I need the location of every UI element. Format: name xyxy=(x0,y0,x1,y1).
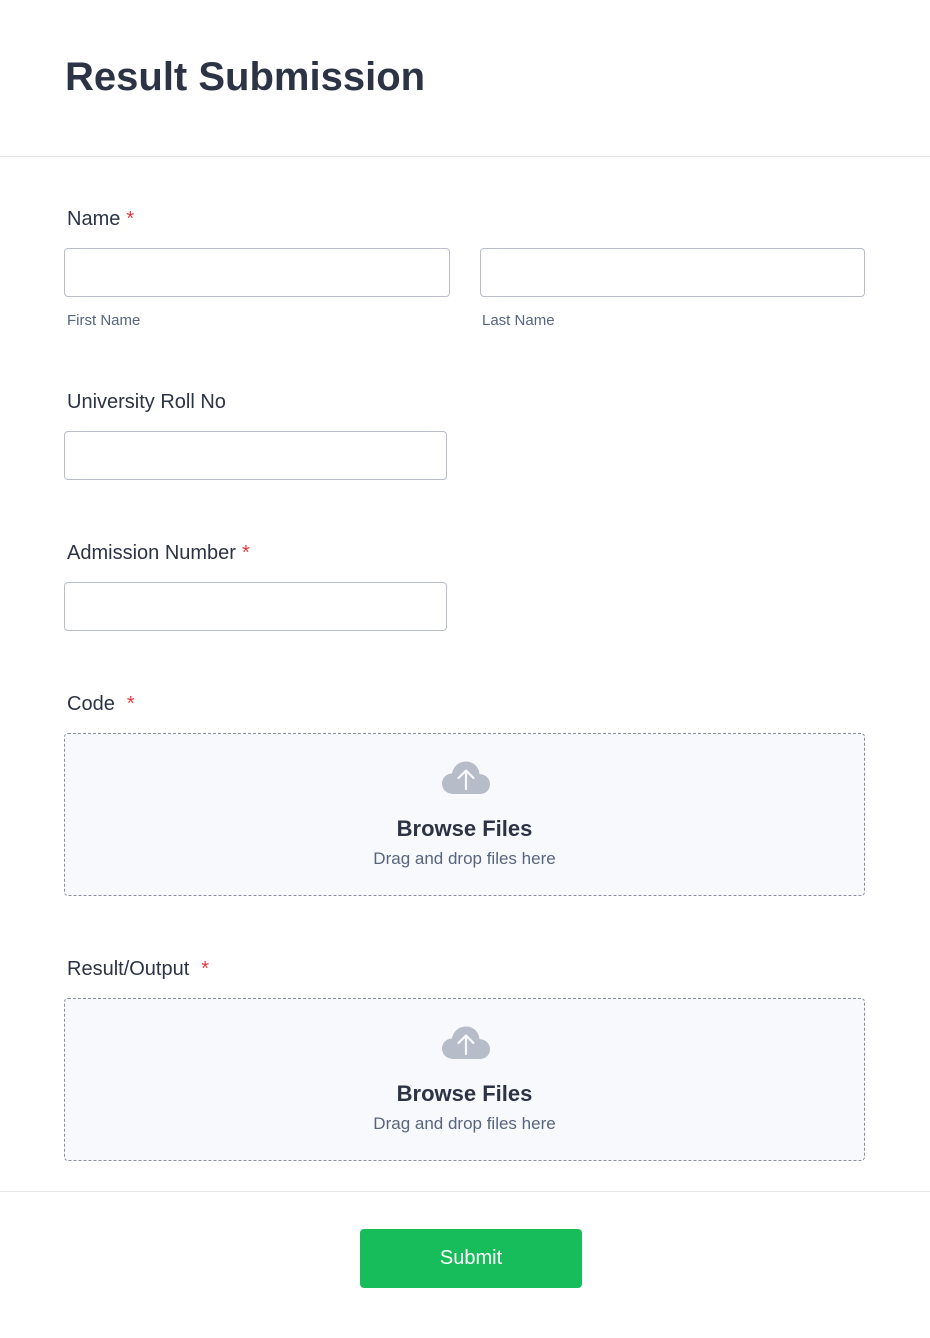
form-header xyxy=(0,0,930,157)
drag-drop-hint: Drag and drop files here xyxy=(373,849,556,868)
drag-drop-hint: Drag and drop files here xyxy=(373,1114,556,1133)
last-name-input[interactable] xyxy=(480,248,865,297)
admission-number-input[interactable] xyxy=(64,582,447,631)
submit-button[interactable]: Submit xyxy=(360,1229,582,1288)
required-mark: * xyxy=(201,958,210,980)
code-label xyxy=(67,692,135,716)
roll-label-text: University Roll No xyxy=(67,391,226,413)
browse-files-label[interactable]: Browse Files xyxy=(396,816,533,841)
name-label-text: Name xyxy=(67,208,121,230)
page-title: Result Submission xyxy=(65,55,426,99)
required-mark: * xyxy=(126,693,135,715)
cloud-upload-icon xyxy=(441,1025,491,1061)
name-label xyxy=(67,207,134,231)
first-name-sublabel: First Name xyxy=(67,312,141,329)
admission-label xyxy=(67,541,250,565)
browse-files-label[interactable]: Browse Files xyxy=(396,1081,533,1106)
code-upload-dropzone[interactable] xyxy=(64,733,865,896)
result-label-text: Result/Output xyxy=(67,958,190,980)
result-upload-dropzone[interactable] xyxy=(64,998,865,1161)
admission-label-text: Admission Number xyxy=(67,542,236,564)
required-mark: * xyxy=(241,542,250,564)
footer-divider xyxy=(0,1191,930,1192)
roll-label xyxy=(67,390,226,414)
code-label-text: Code xyxy=(67,693,115,715)
result-label xyxy=(67,957,209,981)
roll-number-input[interactable] xyxy=(64,431,447,480)
cloud-upload-icon xyxy=(441,760,491,796)
first-name-input[interactable] xyxy=(64,248,450,297)
last-name-sublabel: Last Name xyxy=(482,312,555,329)
required-mark: * xyxy=(126,208,135,230)
